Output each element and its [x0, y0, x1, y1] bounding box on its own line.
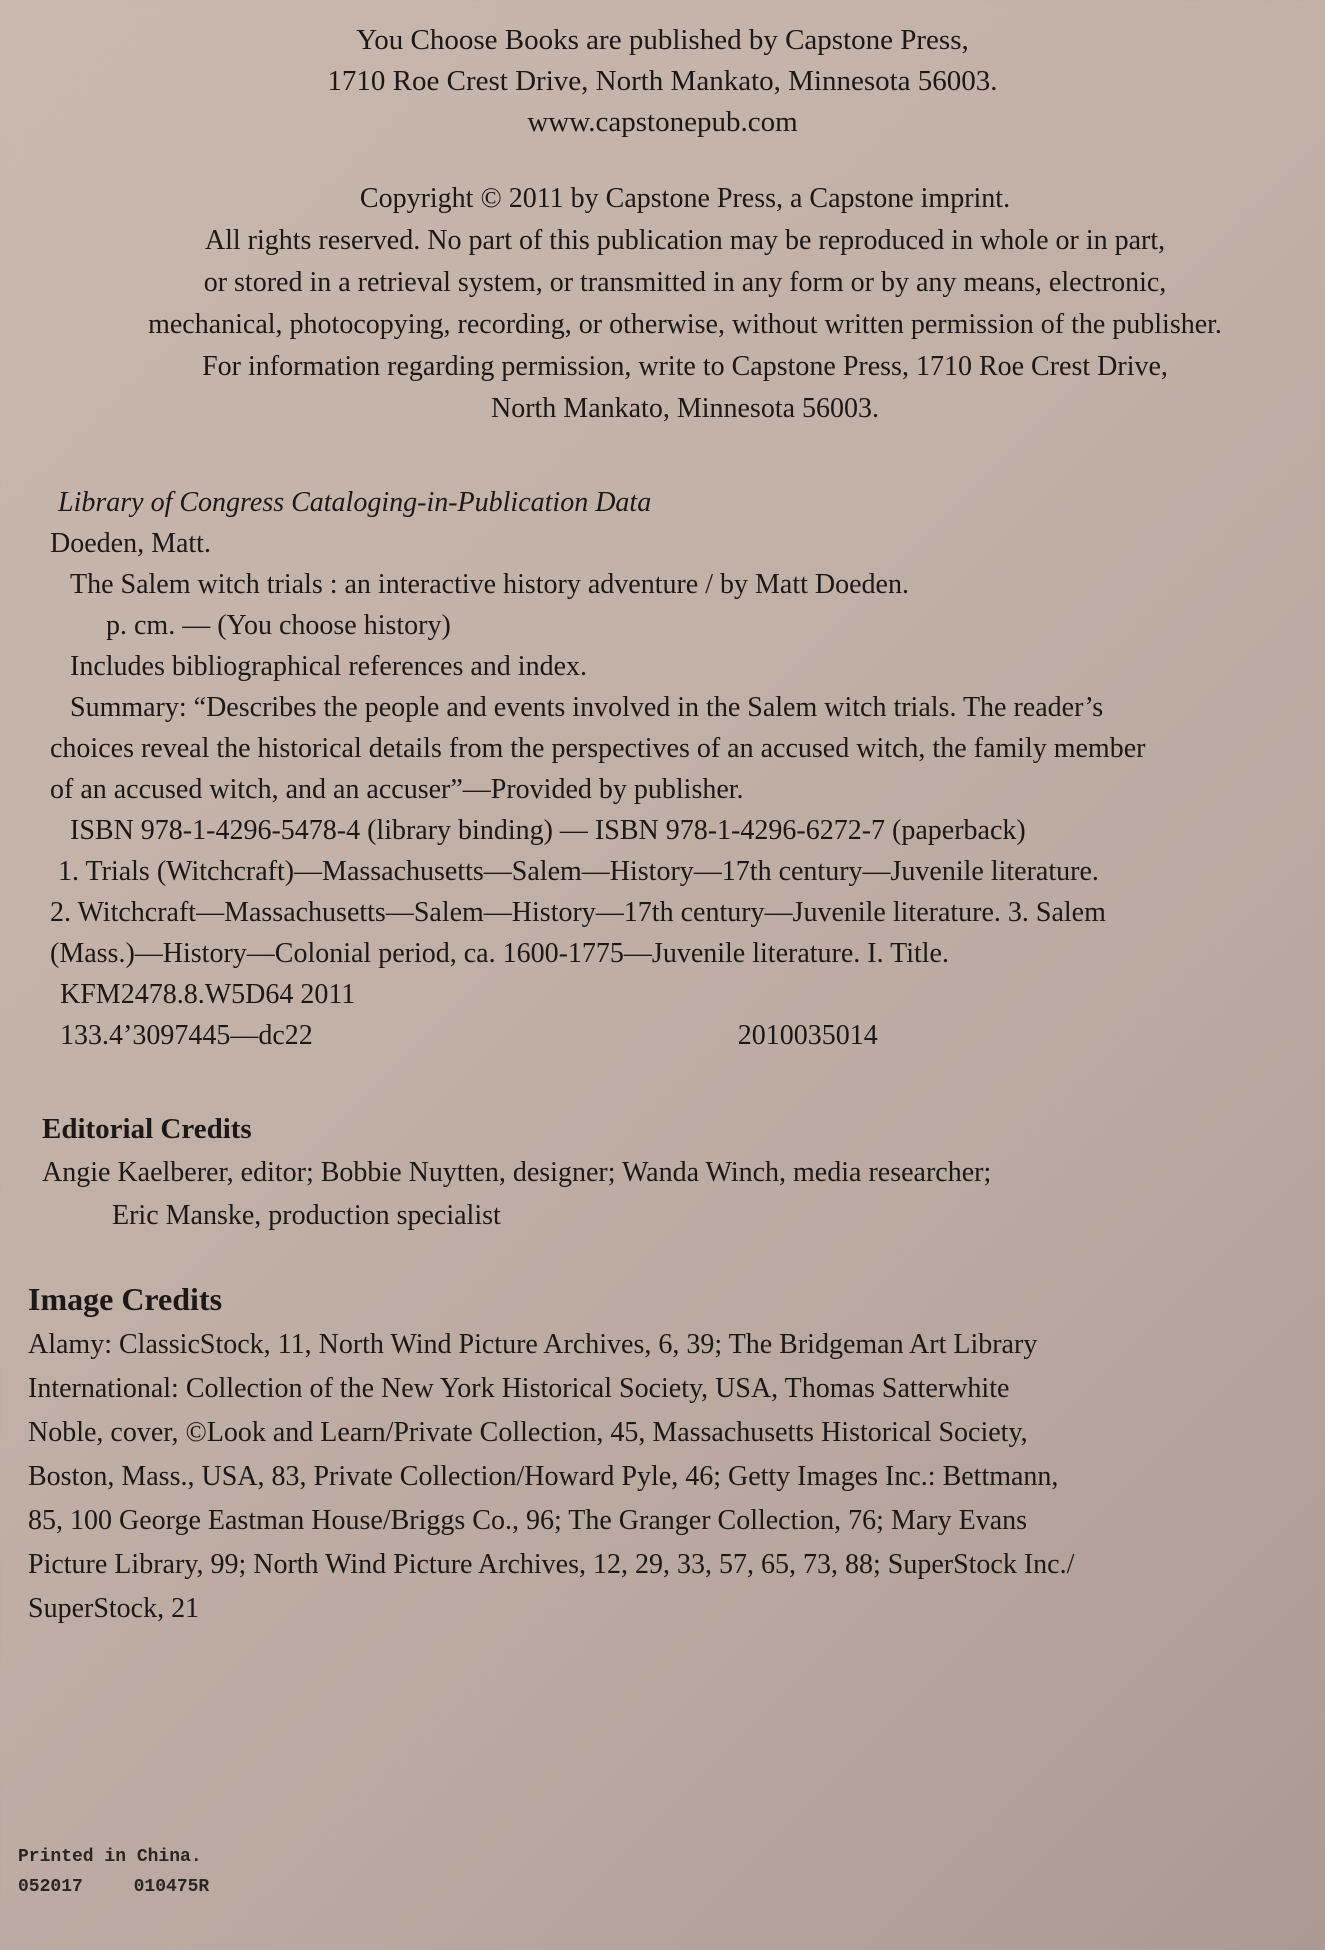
- cip-subjects: 1. Trials (Witchcraft)—Massachusetts—Salem—History—17th century—Juvenile literature.: [58, 856, 1099, 887]
- permission-address: North Mankato, Minnesota 56003.: [490, 393, 880, 424]
- publisher-address: 1710 Roe Crest Drive, North Mankato, Minnesota 56003.: [327, 65, 998, 97]
- publisher-website: www.capstonepub.com: [527, 106, 798, 138]
- cip-title: The Salem witch trials : an interactive history adventure / by Matt Doeden.: [70, 569, 909, 600]
- rights-line: All rights reserved. No part of this publication may be reproduced in whole or in part,: [204, 225, 1166, 256]
- cip-subjects: (Mass.)—History—Colonial period, ca. 1600-1775—Juvenile literature. I. Title.: [50, 938, 949, 969]
- image-credits-line: Boston, Mass., USA, 83, Private Collection/Howard Pyle, 46; Getty Images Inc.: Bettmann,: [28, 1461, 1059, 1492]
- image-credits-heading: Image Credits: [28, 1281, 223, 1317]
- cip-includes: Includes bibliographical references and index.: [70, 651, 588, 682]
- image-credits-line: SuperStock, 21: [28, 1593, 200, 1624]
- cip-physical: p. cm. — (You choose history): [106, 610, 451, 641]
- cip-summary: Summary: “Describes the people and events involved in the Salem witch trials. The reader’s: [70, 692, 1104, 723]
- rights-line: mechanical, photocopying, recording, or otherwise, without written permission of the publisher.: [148, 309, 1222, 340]
- printed-in-line: Printed in China.: [18, 1847, 202, 1867]
- cip-author: Doeden, Matt.: [50, 528, 211, 559]
- cip-subjects: 2. Witchcraft—Massachusetts—Salem—History—17th century—Juvenile literature. 3. Salem: [50, 897, 1106, 928]
- image-credits-line: International: Collection of the New York Historical Society, USA, Thomas Satterwhite: [28, 1373, 1010, 1404]
- editorial-credits-heading: Editorial Credits: [42, 1113, 252, 1145]
- cip-isbn: ISBN 978-1-4296-5478-4 (library binding) — ISBN 978-1-4296-6272-7 (paperback): [70, 815, 1026, 846]
- cip-summary: of an accused witch, and an accuser”—Provided by publisher.: [50, 774, 744, 805]
- image-credits-line: 85, 100 George Eastman House/Briggs Co., 96; The Granger Collection, 76; Mary Evans: [28, 1505, 1028, 1536]
- copyright-notice: [40, 178, 1325, 430]
- editorial-credits-line: Eric Manske, production specialist: [112, 1200, 501, 1231]
- cip-heading: Library of Congress Cataloging-in-Publication Data: [58, 487, 652, 518]
- permission-line: For information regarding permission, write to Capstone Press, 1710 Roe Crest Drive,: [202, 351, 1168, 382]
- print-run-code: 010475R: [133, 1877, 210, 1897]
- cip-call-row: [50, 1015, 1285, 1056]
- cip-summary: choices reveal the historical details from the perspectives of an accused witch, the family member: [50, 733, 1146, 764]
- cip-dewey: 133.4’3097445—dc22: [60, 1020, 313, 1051]
- cip-lccn: 2010035014: [737, 1020, 878, 1051]
- publisher-line: You Choose Books are published by Capstone Press,: [356, 24, 969, 56]
- rights-line: or stored in a retrieval system, or transmitted in any form or by any means, electronic,: [203, 267, 1167, 298]
- print-date-code: 052017: [18, 1877, 83, 1897]
- image-credits-line: Alamy: ClassicStock, 11, North Wind Picture Archives, 6, 39; The Bridgeman Art Library: [28, 1329, 1038, 1360]
- printer-codes: [18, 1872, 209, 1902]
- image-credits-line: Noble, cover, ©Look and Learn/Private Collection, 45, Massachusetts Historical Society,: [28, 1417, 1028, 1448]
- copyright-line: Copyright © 2011 by Capstone Press, a Capstone imprint.: [359, 183, 1011, 214]
- editorial-credits-line: Angie Kaelberer, editor; Bobbie Nuytten, designer; Wanda Winch, media researcher;: [42, 1157, 992, 1188]
- printer-info: [18, 1842, 209, 1902]
- image-credits-line: Picture Library, 99; North Wind Picture Archives, 12, 29, 33, 57, 65, 73, 88; SuperStock Inc./: [28, 1549, 1075, 1580]
- publisher-info: [0, 20, 1325, 143]
- cip-lc-class: KFM2478.8.W5D64 2011: [60, 979, 356, 1010]
- image-credits: [28, 1275, 1273, 1631]
- editorial-credits: [42, 1108, 1282, 1237]
- cip-data: [50, 482, 1285, 1056]
